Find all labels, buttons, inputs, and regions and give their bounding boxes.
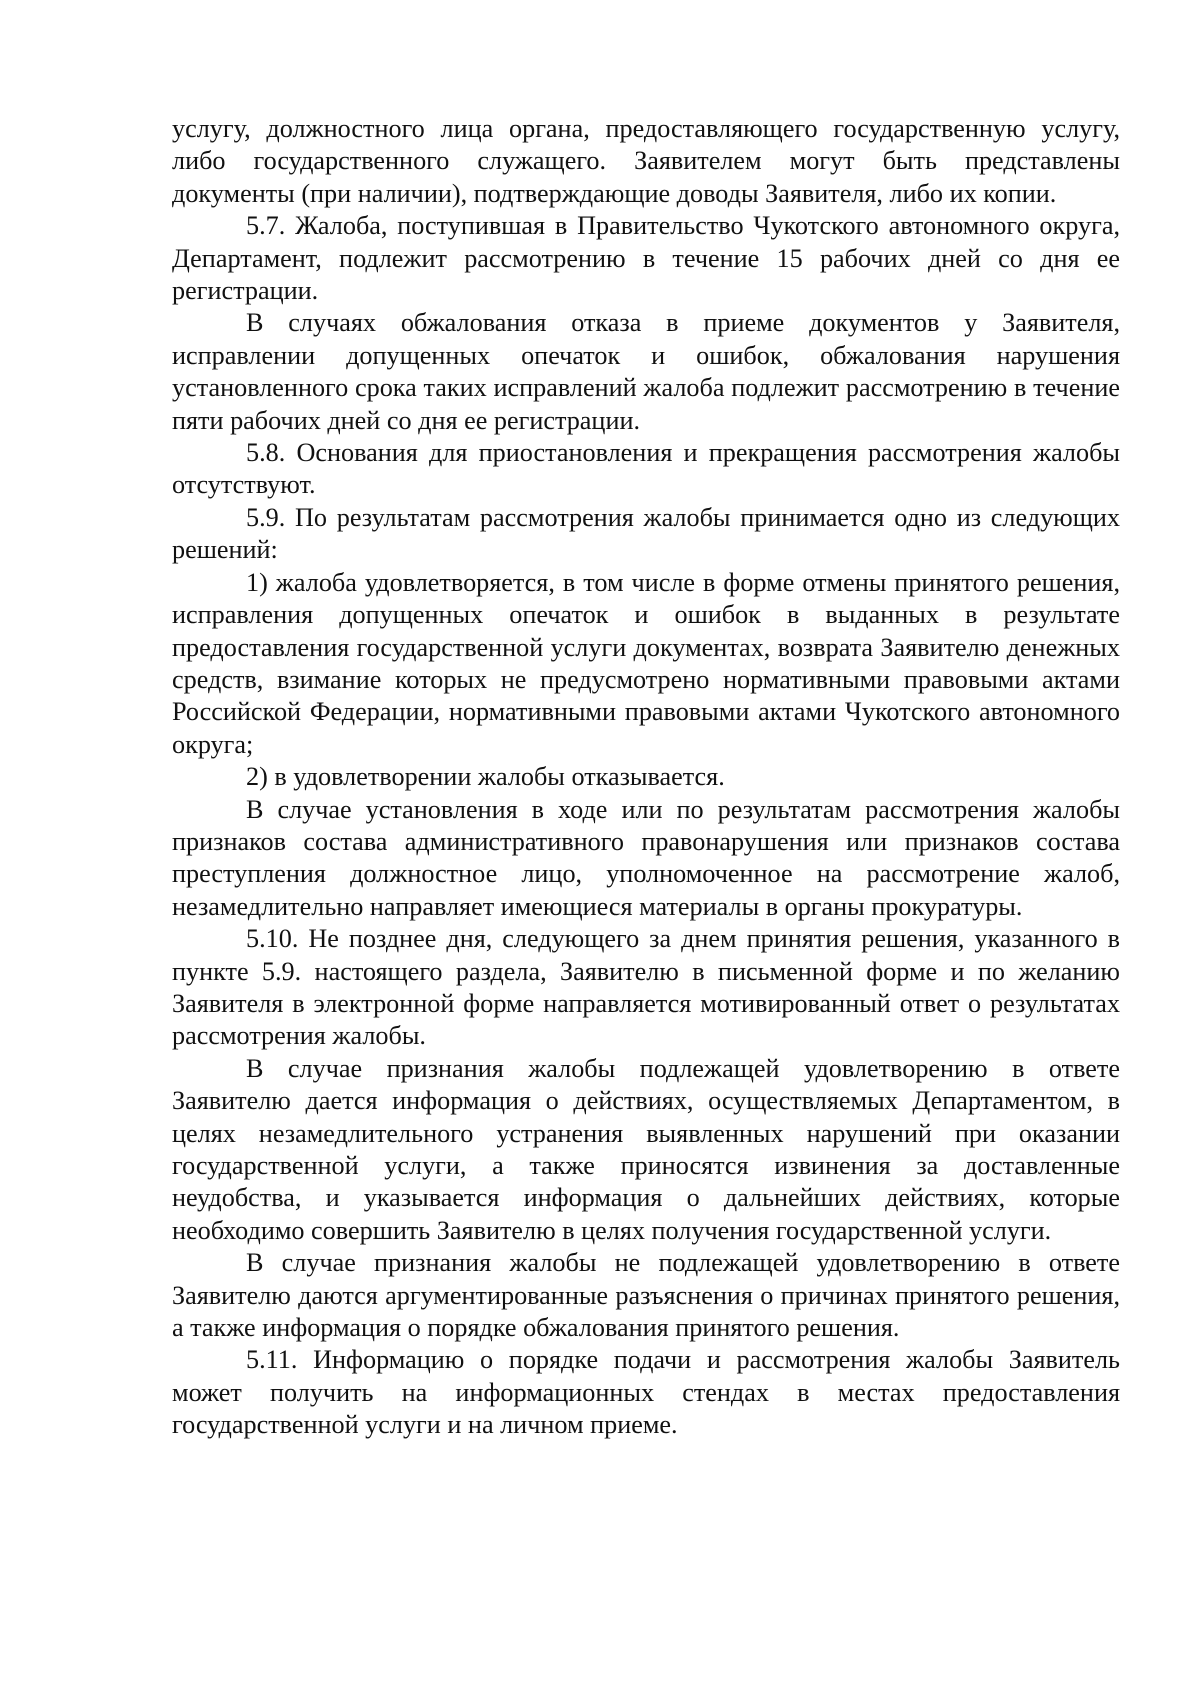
paragraph-complaint-rejected: В случае признания жалобы не подлежащей удовлетворению в ответе Заявителю даются аргументированные разъяснения о причинах принятого решения, а также информация о порядке обжалования принятого решения. [172, 1248, 1120, 1343]
document-page [172, 113, 1120, 1442]
paragraph-5-8: 5.8. Основания для приостановления и прекращения рассмотрения жалобы отсутствуют. [172, 438, 1120, 500]
paragraph-5-10: 5.10. Не позднее дня, следующего за днем принятия решения, указанного в пункте 5.9. настоящего раздела, Заявителю в письменной форме и по желанию Заявителя в электронной форме направляется мотивированный ответ о результатах рассмотрения жалобы. [172, 924, 1120, 1051]
paragraph-violation-signs: В случае установления в ходе или по результатам рассмотрения жалобы признаков состава административного правонарушения или признаков состава преступления должностное лицо, уполномоченное на рассмотрение жалоб, незамедлительно направляет имеющиеся материалы в органы прокуратуры. [172, 794, 1120, 921]
paragraph-complaint-upheld: В случае признания жалобы подлежащей удовлетворению в ответе Заявителю дается информация о действиях, осуществляемых Департаментом, в целях незамедлительного устранения выявленных нарушений при оказании государственной услуги, а также приносятся извинения за доставленные неудобства, и указывается информация о дальнейших действиях, которые необходимо совершить Заявителю в целях получения государственной услуги. [172, 1053, 1120, 1245]
paragraph-appeal-refusal: В случаях обжалования отказа в приеме документов у Заявителя, исправлении допущенных опечаток и ошибок, обжалования нарушения установленного срока таких исправлений жалоба подлежит рассмотрению в течение пяти рабочих дней со дня ее регистрации. [172, 308, 1120, 435]
paragraph-continuation: услугу, должностного лица органа, предоставляющего государственную услугу, либо государственного служащего. Заявителем могут быть представлены документы (при наличии), подтверждающие доводы Заявителя, либо их копии. [172, 114, 1120, 208]
paragraph-5-9: 5.9. По результатам рассмотрения жалобы принимается одно из следующих решений: [172, 502, 1120, 565]
paragraph-5-11: 5.11. Информацию о порядке подачи и рассмотрения жалобы Заявитель может получить на информационных стендах в местах предоставления государственной услуги и на личном приеме. [172, 1345, 1120, 1440]
paragraph-5-9-item-1: 1) жалоба удовлетворяется, в том числе в форме отмены принятого решения, исправления допущенных опечаток и ошибок в выданных в результате предоставления государственной услуги документах, возврата Заявителю денежных средств, взимание которых не предусмотрено нормативными правовыми актами Российской Федерации, нормативными правовыми актами Чукотского автономного округа; [172, 567, 1120, 759]
paragraph-5-7: 5.7. Жалоба, поступившая в Правительство Чукотского автономного округа, Департамент, подлежит рассмотрению в течение 15 рабочих дней со дня ее регистрации. [172, 211, 1120, 306]
paragraph-5-9-item-2: 2) в удовлетворении жалобы отказывается. [246, 762, 725, 792]
